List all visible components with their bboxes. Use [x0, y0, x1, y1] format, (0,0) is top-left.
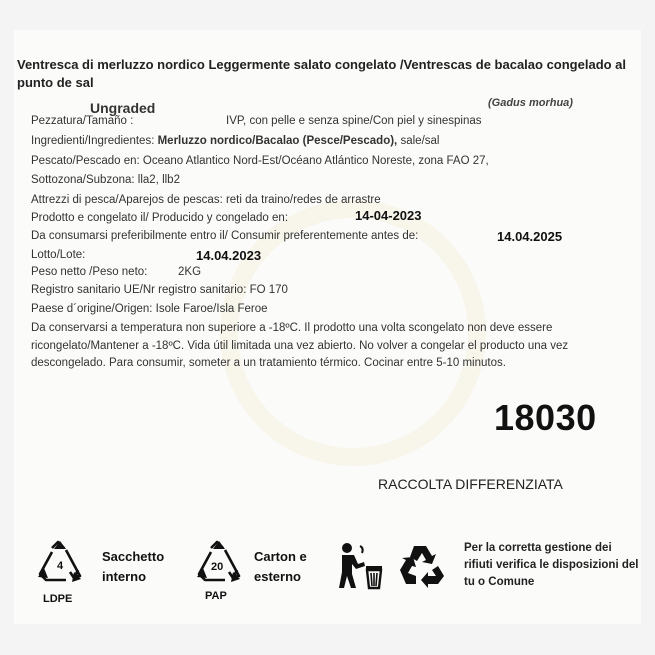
- recycle-arrows-icon: [396, 542, 446, 588]
- prodotto-date: 14-04-2023: [355, 208, 422, 223]
- ldpe-text-line2: interno: [102, 569, 147, 584]
- pescato-line2: Sottozona/Subzona: lla2, llb2: [31, 174, 180, 186]
- consumarsi-row: [31, 230, 418, 242]
- ingredienti-label: Ingredienti/Ingredientes:: [31, 135, 155, 147]
- attrezzi-row: Attrezzi di pesca/Aparejos de pescas: reti da traino/redes de arrastre: [31, 194, 381, 206]
- peso-row: [31, 266, 202, 278]
- product-code: 18030: [494, 397, 597, 438]
- pezzatura-value: IVP, con pelle e senza spine/Con piel y sinespinas: [226, 115, 482, 127]
- registro-row: Registro sanitario UE/Nr registro sanitario: FO 170: [31, 284, 288, 296]
- storage-instructions: Da conservarsi a temperatura non superiore a -18ºC. Il prodotto una volta scongelato non deve essere ricongelato/Mantener a -18ºC. Vida útil limitada una vez abierto. No volver a congelar el producto una vez descongelado. Para consumir, someter a un tratamiento térmico. Cocinar entre 5-10 minutos.: [31, 322, 569, 369]
- species-name: (Gadus morhua): [488, 97, 573, 109]
- lotto-label: Lotto/Lote:: [31, 249, 86, 261]
- ldpe-text-line1: Sacchetto: [102, 549, 165, 564]
- pap-text-line2: esterno: [254, 569, 301, 584]
- consumarsi-label: Da consumarsi preferibilmente entro il/ Consumir preferentemente antes de:: [31, 230, 419, 242]
- ingredienti-rest: sale/sal: [400, 135, 440, 147]
- ldpe-label: LDPE: [43, 593, 73, 605]
- product-title: Ventresca di merluzzo nordico Leggermente salato congelato /Ventrescas de bacalao congelado al punto de sal: [17, 57, 627, 90]
- consumarsi-date: 14.04.2025: [497, 229, 563, 244]
- ldpe-number: 4: [57, 560, 64, 572]
- disposal-note: Per la corretta gestione dei rifiuti verifica le disposizioni del tu o Comune: [464, 542, 639, 588]
- prodotto-label: Prodotto e congelato il/ Producido y congelado en:: [31, 212, 289, 224]
- raccolta-heading: RACCOLTA DIFFERENZIATA: [378, 476, 563, 492]
- peso-label: Peso netto /Peso neto:: [31, 266, 148, 278]
- pap-text-line1: Carton e: [254, 549, 307, 564]
- pap-number: 20: [211, 561, 224, 573]
- peso-value: 2KG: [178, 266, 202, 278]
- grade-label: Ungraded: [90, 100, 156, 116]
- paese-row: Paese d´origine/Origen: Isole Faroe/Isla Feroe: [31, 303, 268, 315]
- pezzatura-row: [31, 115, 482, 127]
- pezzatura-label: Pezzatura/Tamaño :: [31, 115, 134, 127]
- ingredienti-bold: Merluzzo nordico/Bacalao (Pesce/Pescado),: [157, 135, 398, 147]
- prodotto-row: [31, 212, 288, 224]
- pap-text: [254, 547, 307, 587]
- lotto-value: 14.04.2023: [196, 248, 262, 263]
- ingredienti-row: [31, 135, 439, 147]
- ldpe-text: [102, 547, 164, 587]
- pap-label: PAP: [205, 590, 227, 602]
- lotto-row: [31, 249, 85, 261]
- tidyman-bin-icon: [334, 540, 386, 592]
- pescato-line1: Pescato/Pescado en: Oceano Atlantico Nord-Est/Océano Atlántico Noreste, zona FAO 27,: [31, 155, 489, 167]
